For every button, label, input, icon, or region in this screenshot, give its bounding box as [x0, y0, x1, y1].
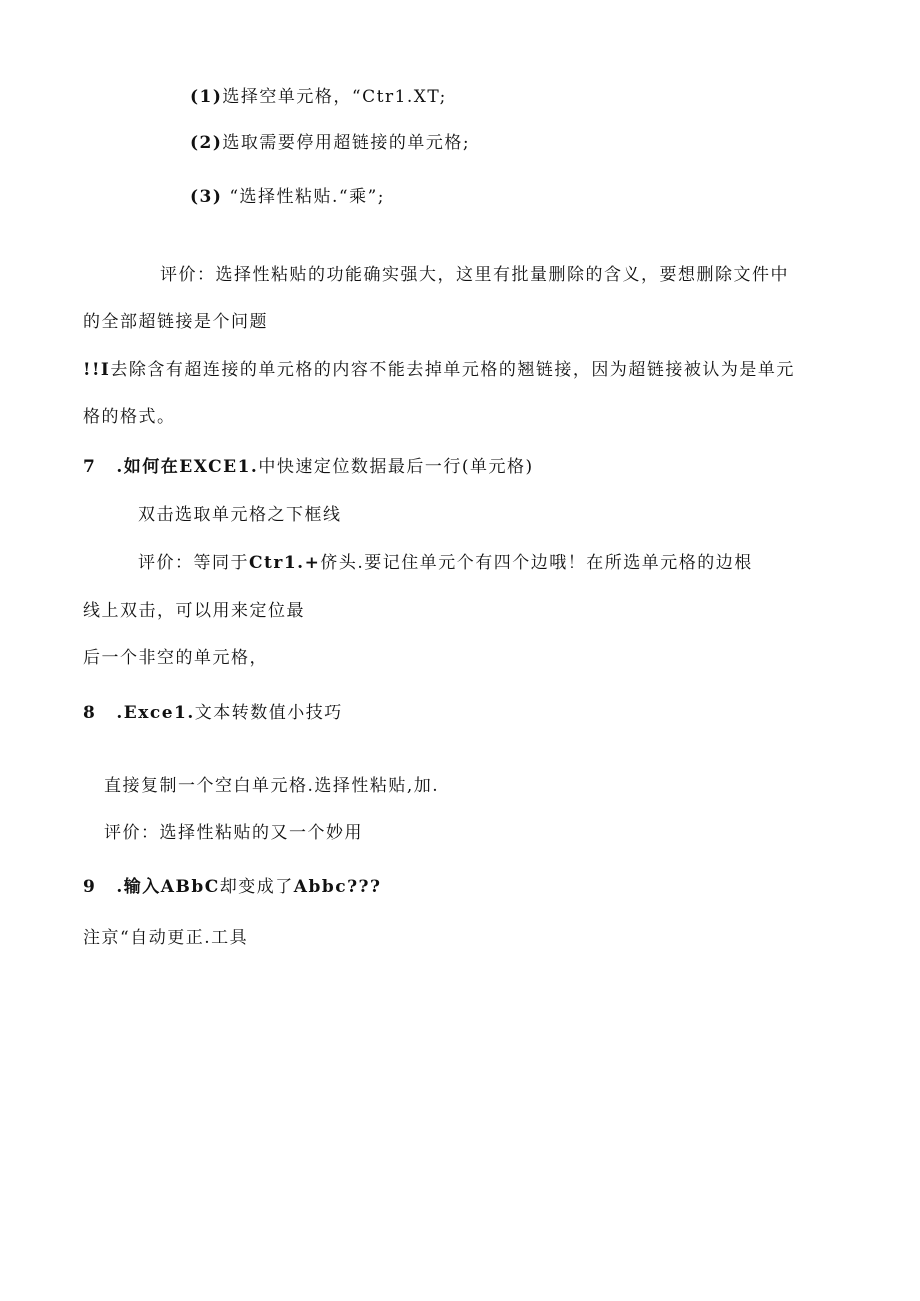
section-9-answer: 注京“自动更正.工具 [83, 928, 249, 948]
section-7-title-post: 中快速定位数据最后一行(单元格) [258, 457, 534, 477]
note-lead: !!I [83, 360, 111, 380]
section-7-number: 7 [83, 457, 97, 477]
section-7-review-line-2: 线上双击，可以用来定位最 [83, 601, 305, 621]
step-2-text: 选取需要停用超链接的单元格; [222, 133, 471, 153]
section-8-answer: 直接复制一个空白单元格.选择性粘贴,加. [104, 776, 440, 796]
section-9-title-pre: .输入 [116, 877, 161, 897]
section-8-review: 评价：选择性粘贴的又一个妙用 [104, 823, 363, 843]
step-1-text: 选择空单元格，“Ctr1.XT; [222, 87, 447, 107]
section-7-title-pre: .如何在 [116, 457, 180, 477]
section-8-title-post: 文本转数值小技巧 [194, 703, 343, 723]
section-9-title-mid: 却变成了 [219, 877, 294, 897]
section-7-title-bold: EXCE1. [179, 457, 259, 477]
review-1-line-2: 的全部超链接是个问题 [83, 312, 268, 332]
step-2-number: (2) [190, 133, 223, 153]
section-9-title-bold-1: ABbC [160, 877, 220, 897]
section-7-review-bold: Ctr1.+ [249, 553, 321, 573]
note-line-2: 格的格式。 [83, 407, 176, 427]
section-7-review-post: 侪头.要记住单元个有四个边哦！在所选单元格的边根 [320, 553, 753, 573]
step-2 [190, 132, 470, 154]
section-9-heading [83, 876, 381, 898]
section-7-review-line-3: 后一个非空的单元格， [83, 648, 268, 668]
section-7-heading [83, 456, 534, 478]
section-9-number: 9 [83, 877, 97, 897]
section-8-title-bold: .Exce1. [116, 703, 195, 723]
section-9-title-bold-2: Abbc??? [293, 877, 382, 897]
step-1 [190, 86, 447, 108]
note-text: 去除含有超连接的单元格的内容不能去掉单元格的翘链接，因为超链接被认为是单元 [110, 360, 795, 380]
review-1-line-1: 评价：选择性粘贴的功能确实强大，这里有批量删除的含义，要想删除文件中 [160, 265, 789, 285]
step-1-number: (1) [190, 87, 223, 107]
note-line-1 [83, 359, 795, 381]
section-7-review-pre: 评价：等同于 [138, 553, 249, 573]
section-8-heading [83, 702, 343, 724]
step-3-text: “选择性粘贴.“乘”; [229, 187, 386, 207]
step-3 [190, 186, 385, 208]
step-3-number: (3) [190, 187, 223, 207]
section-7-review-line-1 [138, 552, 753, 574]
section-8-number: 8 [83, 703, 97, 723]
section-7-answer: 双击选取单元格之下框线 [138, 505, 342, 525]
